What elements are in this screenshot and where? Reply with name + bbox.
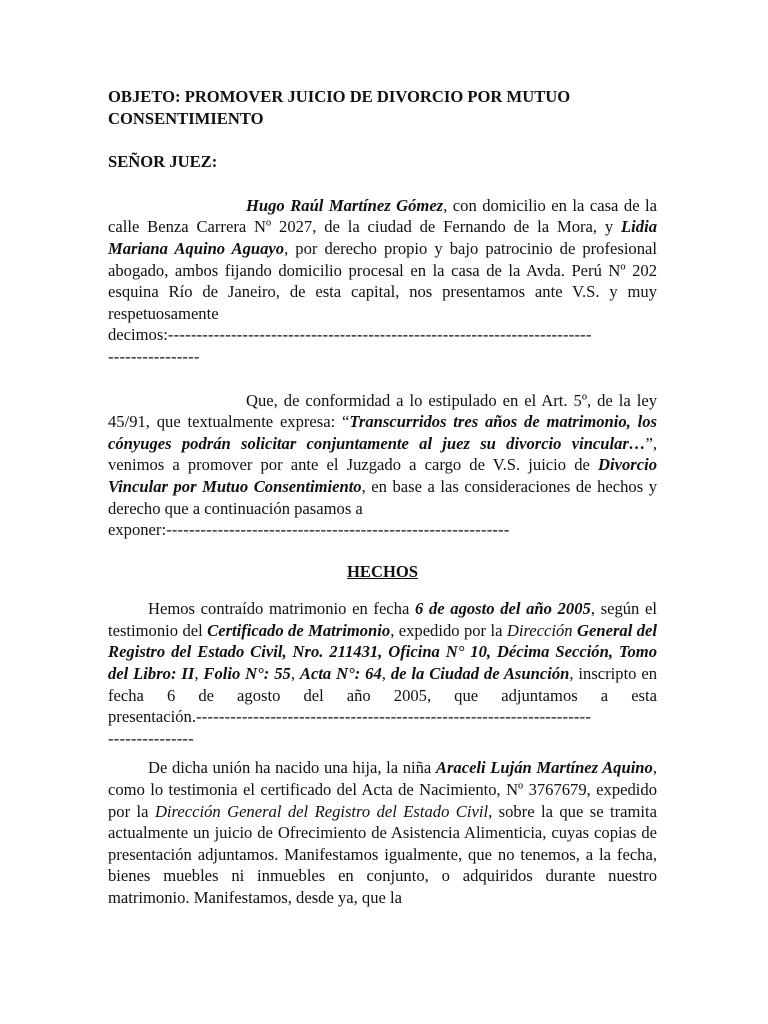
text-segment: , expedido por la: [390, 620, 507, 640]
text-segment: ,: [381, 664, 391, 684]
registry-word: Dirección: [506, 620, 573, 640]
dash-filler: ----------------: [108, 346, 200, 366]
registry-details: General del Registro del Estado Civil, Nro. 211431, Oficina N° 10, Décima Sección, Tomo del Libro: II: [108, 620, 657, 684]
dash-filler: ------------------------------------------------------------: [166, 520, 510, 540]
document-title: OBJETO: PROMOVER JUICIO DE DIVORCIO POR MUTUO CONSENTIMIENTO: [108, 87, 571, 128]
text-segment: ,: [290, 664, 300, 684]
text-segment: , en base a las consideraciones de hechos y derecho que a continuación pasamos a: [108, 476, 657, 518]
registry-office: Dirección General del Registro del Estado Civil: [154, 801, 489, 821]
party-name-2: Lidia Mariana Aquino Aguayo: [108, 217, 657, 258]
dash-filler: --------------------------------------------------------------------------: [167, 325, 592, 345]
paragraph-child: [108, 757, 657, 908]
section-heading-hechos: HECHOS: [346, 561, 418, 581]
law-quote: Transcurridos tres años de matrimonio, los cónyuges podrán solicitar conjuntamente al juez su divorcio vincular…: [108, 412, 657, 453]
dash-filler: ---------------------------------------------------------------------: [196, 707, 592, 727]
text-segment: , con domicilio en la casa de la calle Benza Carrera Nº 2027, de la ciudad de Fernando de la Mora, y: [108, 195, 658, 237]
party-name-1: Hugo Raúl Martínez Gómez: [246, 195, 444, 215]
text-segment: ,: [194, 664, 204, 684]
certificate-name: Certificado de Matrimonio: [207, 620, 391, 640]
text-segment: De dicha unión ha nacido una hija, la niña: [148, 758, 436, 778]
marriage-date: 6 de agosto del año 2005: [415, 599, 591, 619]
text-segment: ”, venimos a promover por ante el Juzgado a cargo de V.S. juicio de: [108, 433, 657, 475]
text-segment: Hemos contraído matrimonio en fecha: [148, 599, 415, 619]
text-segment: , por derecho propio y bajo patrocinio de profesional abogado, ambos fijando domicilio procesal en la casa de la Avda. Perú Nº 202 esquina Río de Janeiro, de esta capital, nos presentamos ante V.S. y muy respetuosamente decimos:: [108, 238, 657, 345]
text-segment: , sobre la que se tramita actualmente un juicio de Ofrecimiento de Asistencia Alimenticia, cuyas copias de presentación adjuntamos. Manifestamos igualmente, que no tenemos, a la fecha, bienes muebles ni inmuebles en conjunto, o adquiridos durante nuestro matrimonio. Manifestamos, desde ya, que la: [108, 801, 657, 907]
paragraph-legal-basis: [108, 390, 657, 520]
text-segment: exponer:: [108, 520, 167, 540]
text-segment: , inscripto en fecha 6 de agosto del año 2005, que adjuntamos a esta presentación.: [108, 664, 658, 727]
text-segment: Que, de conformidad a lo estipulado en el Art. 5º, de la ley 45/91, que textualmente expresa: “: [108, 390, 657, 432]
action-name: Divorcio Vincular por Mutuo Consentimiento: [108, 455, 657, 496]
folio: Folio N°: 55: [203, 664, 291, 684]
addressee: SEÑOR JUEZ:: [108, 152, 218, 172]
expose-line: [108, 519, 657, 541]
paragraph-marriage: [108, 598, 657, 728]
text-segment: , según el testimonio del: [108, 599, 657, 640]
paragraph-parties: [108, 195, 657, 346]
dash-filler: ---------------: [108, 728, 194, 748]
child-name: Araceli Luján Martínez Aquino: [435, 758, 653, 778]
city: de la Ciudad de Asunción: [390, 664, 570, 684]
acta: Acta N°: 64: [299, 664, 382, 684]
text-segment: , como lo testimonia el certificado del Acta de Nacimiento, Nº 3767679, expedido por la: [108, 758, 657, 821]
